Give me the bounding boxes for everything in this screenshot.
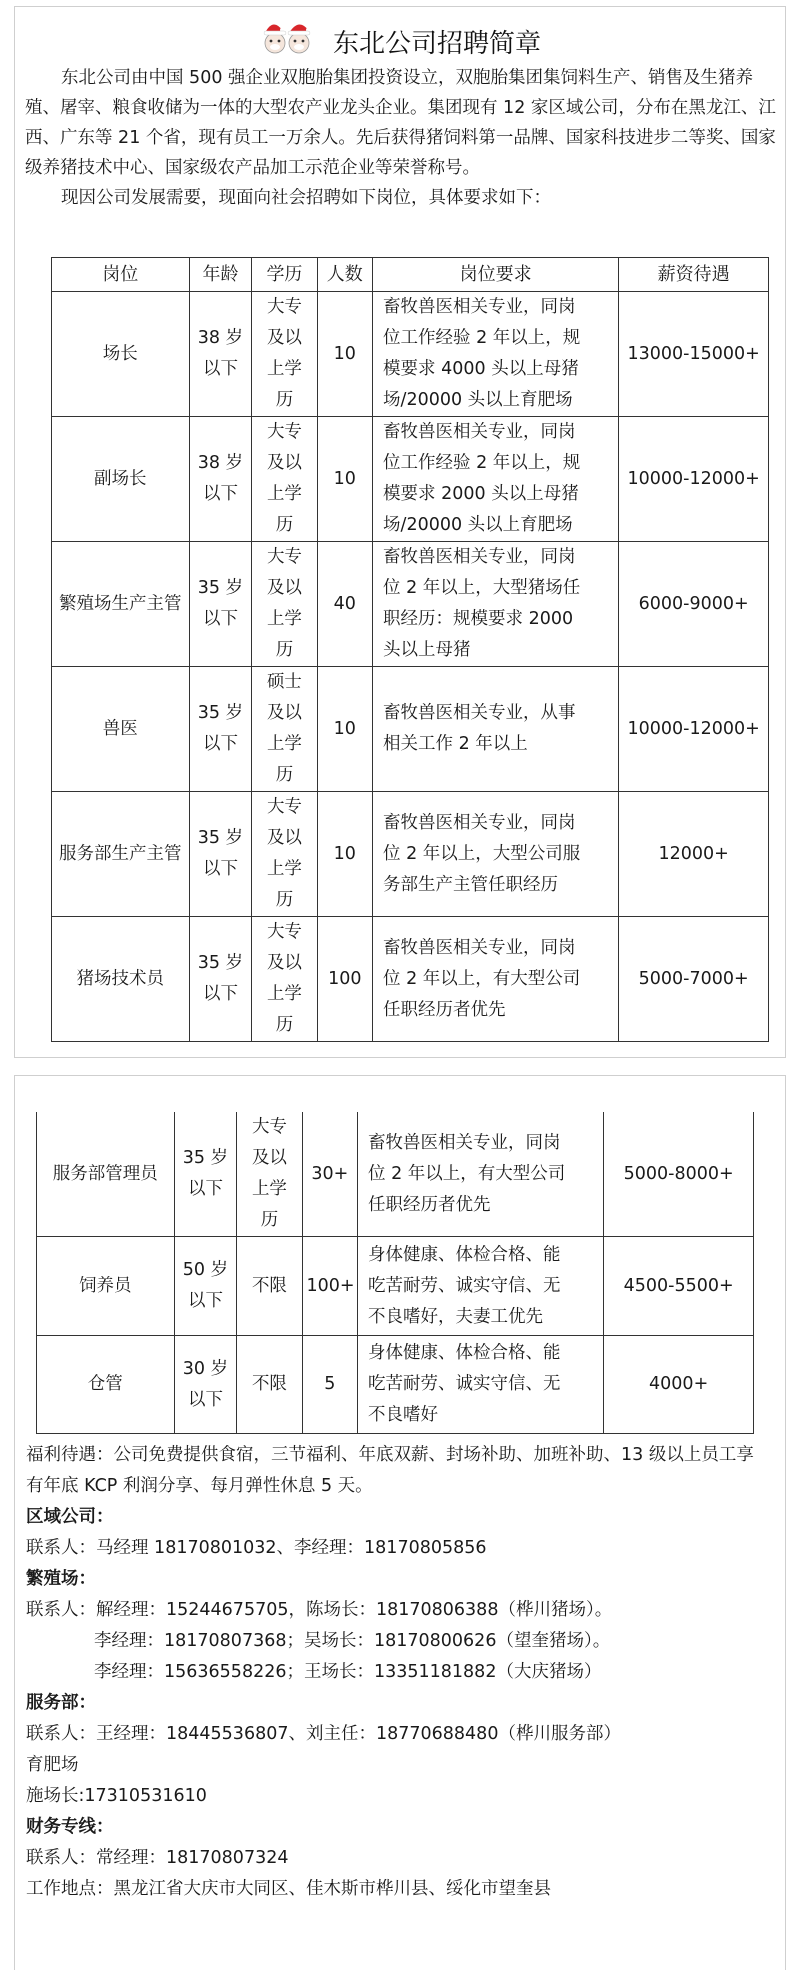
cell-education-line: 历 [275,765,294,785]
cell-education-line: 大专 [266,547,302,567]
cell-age-line: 以下 [187,1389,223,1410]
cell-education-line: 大专 [251,1117,287,1137]
cell-education-line: 上学 [266,484,302,504]
cell-age [189,667,252,792]
cell-count: 40 [317,542,373,667]
jobs-table [51,257,769,1042]
fattening-heading: 育肥场 [26,1755,79,1775]
cell-requirements-line: 吃苦耐劳、诚实守信、无 [368,1275,561,1296]
cell-education [252,417,317,542]
cell-requirements-line: 职经历：规模要求 2000 [383,609,574,629]
cell-age-line: 以下 [202,484,238,504]
table-row [37,1112,754,1237]
table-row [52,792,769,917]
header-salary: 薪资待遇 [619,258,769,292]
cell-age-line: 35 岁 [182,1148,229,1168]
cell-requirements-line: 模要求 2000 头以上母猪 [383,484,579,504]
breeding-contact-2: 李经理：18170807368；吴场长：18170800626（望奎猪场）。 [94,1631,611,1651]
cell-count: 100 [317,917,373,1042]
cell-age-line: 35 岁 [197,578,244,598]
cell-requirements-line: 相关工作 2 年以上 [383,734,528,754]
cell-position: 服务部管理员 [37,1112,175,1237]
cell-salary: 4500-5500+ [604,1237,754,1336]
cell-age-line: 35 岁 [197,953,244,973]
cell-requirements-line: 身体健康、体检合格、能 [368,1343,561,1363]
cell-education-line: 历 [260,1210,279,1230]
cell-education-line: 及以 [266,828,302,848]
intro-paragraph: 东北公司由中国 500 强企业双胞胎集团投资设立，双胞胎集团集饲料生产、销售及生猪养殖、屠宰、粮食收储为一体的大型农产业龙头企业。集团现有 12 家区域公司，分布在黑龙江、江西、广东等 21 个省，现有员工一万余人。先后获得猪饲料第一品牌、国家科技进步二等奖、国家级养猪技术中心、国家级农产品加工示范企业等荣誉称号。 [25,68,776,178]
cell-requirements [373,917,619,1042]
finance-heading: 财务专线： [26,1817,114,1837]
cell-age-line: 以下 [187,1291,223,1311]
cell-count: 10 [317,667,373,792]
header-age: 年龄 [189,258,252,292]
cell-position: 饲养员 [37,1237,175,1336]
cell-position: 兽医 [52,667,190,792]
cell-requirements-line: 位 2 年以上，大型猪场任 [383,578,581,598]
fattening-contact: 施场长:17310531610 [26,1786,207,1806]
cell-age-line: 以下 [202,609,238,629]
cell-position: 猪场技术员 [52,917,190,1042]
cell-age [189,417,252,542]
intro-call: 现因公司发展需要，现面向社会招聘如下岗位，具体要求如下： [61,188,551,208]
cell-requirements [373,292,619,417]
cell-education-line: 大专 [266,297,302,317]
cell-requirements [373,792,619,917]
cell-count: 100+ [302,1237,358,1336]
cell-requirements-line: 头以上母猪 [383,640,471,660]
cell-requirements-line: 位工作经验 2 年以上，规 [383,453,581,473]
cell-requirements-line: 任职经历者优先 [368,1194,491,1215]
cell-education-line: 不限 [251,1275,287,1296]
cell-age-line: 30 岁 [182,1358,229,1379]
cell-age-line: 50 岁 [182,1260,229,1280]
cell-education [252,667,317,792]
table-row [52,667,769,792]
info-section [26,1440,786,1905]
welfare-line-2: 有年底 KCP 利润分享、每月弹性休息 5 天。 [26,1476,373,1496]
breeding-contact-3: 李经理：15636558226；王场长：13351181882（大庆猪场） [94,1662,602,1682]
cell-count: 30+ [302,1112,358,1237]
cell-age-line: 以下 [202,734,238,754]
cell-education-line: 历 [275,390,294,410]
finance-contact: 联系人：常经理：18170807324 [26,1848,289,1868]
cell-education-line: 及以 [266,328,302,348]
cell-requirements-line: 不良嗜好 [368,1405,439,1425]
table-row [52,917,769,1042]
header [15,17,785,61]
cell-requirements-line: 场/20000 头以上育肥场 [383,515,573,535]
cell-education-line: 及以 [266,453,302,473]
cell-education-line: 上学 [266,859,302,879]
cell-requirements-line: 畜牧兽医相关专业，从事 [383,703,576,723]
cell-education-line: 上学 [266,359,302,379]
cell-education [237,1336,302,1434]
cell-education-line: 及以 [266,953,302,973]
cell-education-line: 及以 [251,1148,287,1168]
cell-position: 繁殖场生产主管 [52,542,190,667]
regional-contact: 联系人：马经理 18170801032、李经理：18170805856 [26,1538,487,1558]
cell-salary: 5000-7000+ [619,917,769,1042]
cell-requirements-line: 吃苦耐劳、诚实守信、无 [368,1374,561,1394]
cell-requirements-line: 畜牧兽医相关专业，同岗 [383,937,576,958]
table-row [37,1336,754,1434]
cell-position: 副场长 [52,417,190,542]
service-heading: 服务部： [26,1693,96,1713]
cell-salary: 6000-9000+ [619,542,769,667]
cell-education [237,1112,302,1237]
cell-education-line: 上学 [266,984,302,1004]
cell-requirements-line: 务部生产主管任职经历 [383,874,559,895]
cell-position: 场长 [52,292,190,417]
cell-requirements-line: 畜牧兽医相关专业，同岗 [368,1132,561,1153]
cell-requirements-line: 畜牧兽医相关专业，同岗 [383,547,576,567]
cell-education-line: 历 [275,890,294,910]
cell-requirements-line: 位 2 年以上，大型公司服 [383,843,581,864]
table-row [52,417,769,542]
cell-age-line: 以下 [187,1179,223,1199]
page-title: 东北公司招聘简章 [333,29,542,59]
cell-education [252,292,317,417]
cell-education [252,542,317,667]
header-requirements: 岗位要求 [373,258,619,292]
cell-requirements [373,417,619,542]
table-row [52,292,769,417]
cell-requirements-line: 位 2 年以上，有大型公司 [368,1163,566,1184]
cell-education-line: 历 [275,515,294,535]
cell-requirements [358,1112,604,1237]
cell-requirements-line: 场/20000 头以上育肥场 [383,390,573,410]
cell-education [252,917,317,1042]
page-card-1 [14,6,786,1058]
cell-requirements-line: 畜牧兽医相关专业，同岗 [383,297,576,317]
table-row [52,542,769,667]
cell-requirements [373,667,619,792]
cell-education-line: 历 [275,1015,294,1035]
cell-salary: 10000-12000+ [619,667,769,792]
santa-mascot-icon [259,17,315,59]
cell-age [174,1237,237,1336]
service-contact: 联系人：王经理：18445536807、刘主任：18770688480（桦川服务部） [26,1724,621,1744]
table-row [37,1237,754,1336]
cell-education-line: 上学 [251,1179,287,1199]
cell-requirements-line: 位 2 年以上，有大型公司 [383,968,581,989]
breeding-contact-1: 联系人：解经理：15244675705，陈场长：18170806388（桦川猪场）。 [26,1600,613,1620]
cell-age [189,917,252,1042]
cell-age-line: 35 岁 [197,703,244,723]
cell-age-line: 以下 [202,359,238,379]
cell-education-line: 上学 [266,609,302,629]
cell-age-line: 以下 [202,984,238,1004]
cell-age [189,292,252,417]
jobs-table-continued [36,1112,754,1434]
cell-education-line: 历 [275,640,294,660]
cell-education-line: 及以 [266,578,302,598]
cell-requirements-line: 任职经历者优先 [383,999,506,1020]
cell-requirements [358,1336,604,1434]
header-count: 人数 [317,258,373,292]
cell-age-line: 35 岁 [197,828,244,848]
cell-count: 10 [317,417,373,542]
header-education: 学历 [252,258,317,292]
cell-salary: 5000-8000+ [604,1112,754,1237]
cell-requirements-line: 畜牧兽医相关专业，同岗 [383,812,576,833]
table-header-row [52,258,769,292]
cell-salary: 12000+ [619,792,769,917]
cell-education-line: 大专 [266,422,302,442]
cell-requirements-line: 身体健康、体检合格、能 [368,1244,561,1265]
cell-count: 10 [317,292,373,417]
cell-salary: 13000-15000+ [619,292,769,417]
cell-count: 5 [302,1336,358,1434]
cell-age [174,1112,237,1237]
cell-education-line: 上学 [266,734,302,754]
cell-age-line: 38 岁 [197,453,244,473]
cell-age [174,1336,237,1434]
cell-education [252,792,317,917]
cell-position: 仓管 [37,1336,175,1434]
breeding-heading: 繁殖场： [26,1569,96,1589]
cell-age-line: 以下 [202,859,238,879]
work-location: 工作地点：黑龙江省大庆市大同区、佳木斯市桦川县、绥化市望奎县 [26,1879,551,1899]
cell-requirements-line: 模要求 4000 头以上母猪 [383,359,579,379]
cell-count: 10 [317,792,373,917]
cell-education-line: 大专 [266,797,302,817]
cell-salary: 4000+ [604,1336,754,1434]
cell-education [237,1237,302,1336]
cell-age [189,542,252,667]
cell-requirements-line: 不良嗜好，夫妻工优先 [368,1306,544,1327]
welfare-line-1: 福利待遇：公司免费提供食宿，三节福利、年底双薪、封场补助、加班补助、13 级以上员工享 [26,1445,754,1465]
cell-education-line: 及以 [266,703,302,723]
cell-salary: 10000-12000+ [619,417,769,542]
cell-education-line: 硕士 [266,672,302,692]
header-position: 岗位 [52,258,190,292]
cell-requirements [373,542,619,667]
cell-education-line: 大专 [266,922,302,942]
cell-requirements [358,1237,604,1336]
cell-requirements-line: 畜牧兽医相关专业，同岗 [383,422,576,442]
cell-position: 服务部生产主管 [52,792,190,917]
regional-heading: 区域公司： [26,1507,114,1527]
cell-age [189,792,252,917]
cell-age-line: 38 岁 [197,328,244,348]
cell-education-line: 不限 [251,1374,287,1394]
cell-requirements-line: 位工作经验 2 年以上，规 [383,328,581,348]
